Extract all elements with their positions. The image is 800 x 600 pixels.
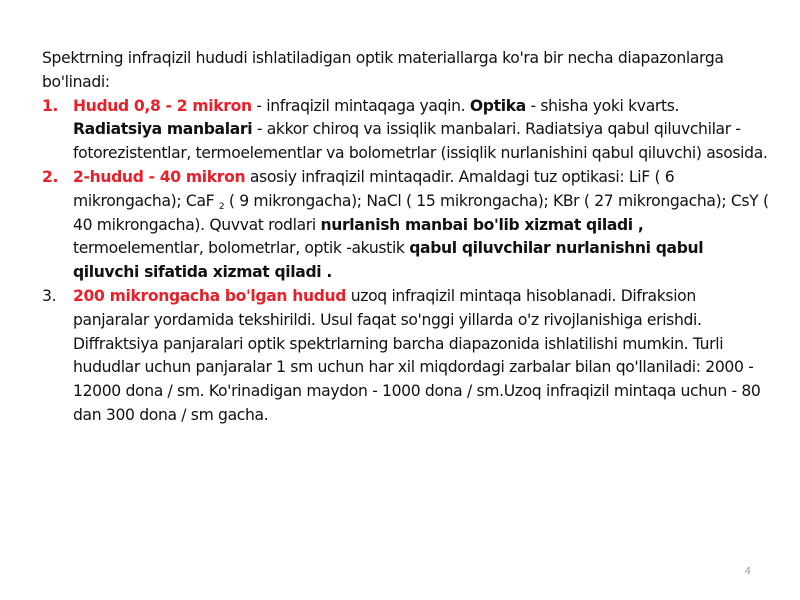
item-1-text-c: - akkor chiroq va issiqlik manbalari. Radiatsiya qabul qiluvchilar - fotorezistentlar, termoelementlar va bolometrlar (issiqlik nurlanishini qabul qiluvchi) asosida. [73, 120, 768, 163]
range-2-label: 2-hudud - 40 mikron [73, 167, 246, 186]
slide-body [42, 47, 772, 428]
item-2-text-b: ( 9 mikrongacha); NaCl ( 15 mikrongacha); KBr ( 27 mikrongacha); CsY ( 40 mikrongacha). Quvvat rodlari [73, 191, 769, 234]
item-2-text-c: termoelementlar, bolometrlar, optik -akustik [73, 239, 410, 258]
list-item-2 [42, 166, 772, 285]
optika-label: Optika [469, 96, 526, 115]
item-1-text-a: - infraqizil mintaqaga yaqin. [251, 96, 470, 115]
list-marker-3: 3. [42, 286, 57, 305]
range-1-label: Hudud 0,8 - 2 mikron [73, 96, 252, 115]
list-marker-1: 1. [42, 96, 59, 115]
item-2-bold-a: nurlanish manbai bo'lib xizmat qiladi , [320, 215, 644, 234]
item-3-text: uzoq infraqizil mintaqa hisoblanadi. Difraksion panjaralar yordamida tekshirildi. Usul faqat so'nggi yillarda o'z rivojlanishiga erishdi. Diffraktsiya panjaralari optik spektrlarning barcha diapazonida ishlatilishi mumkin. Turli hududlar uchun panjaralar 1 sm uchun har xil miqdordagi zarbalar bilan qo'llaniladi: 2000 - 12000 dona / sm. Ko'rinadigan maydon - 1000 dona / sm.Uzoq infraqizil mintaqa uchun - 80 dan 300 dona / sm gacha. [73, 286, 761, 424]
caf2-subscript: 2 [218, 201, 225, 212]
range-3-label: 200 mikrongacha bo'lgan hudud [73, 286, 347, 305]
radiation-sources-label: Radiatsiya manbalari [73, 120, 253, 139]
list-marker-2: 2. [42, 167, 59, 186]
page-number: 4 [744, 566, 751, 577]
list-item-3 [42, 285, 772, 428]
intro-text: Spektrning infraqizil hududi ishlatiladigan optik materiallarga ko'ra bir necha diapazonlarga bo'linadi: [42, 49, 724, 91]
item-2-text-a: asosiy infraqizil mintaqadir. Amaldagi tuz optikasi: LiF ( 6 mikrongacha); CaF [73, 167, 675, 210]
list-item-1 [42, 95, 772, 166]
item-2-bold-b: qabul qiluvchilar nurlanishni qabul qiluvchi sifatida xizmat qiladi . [73, 239, 704, 282]
item-1-text-b: - shisha yoki kvarts. [525, 96, 680, 115]
